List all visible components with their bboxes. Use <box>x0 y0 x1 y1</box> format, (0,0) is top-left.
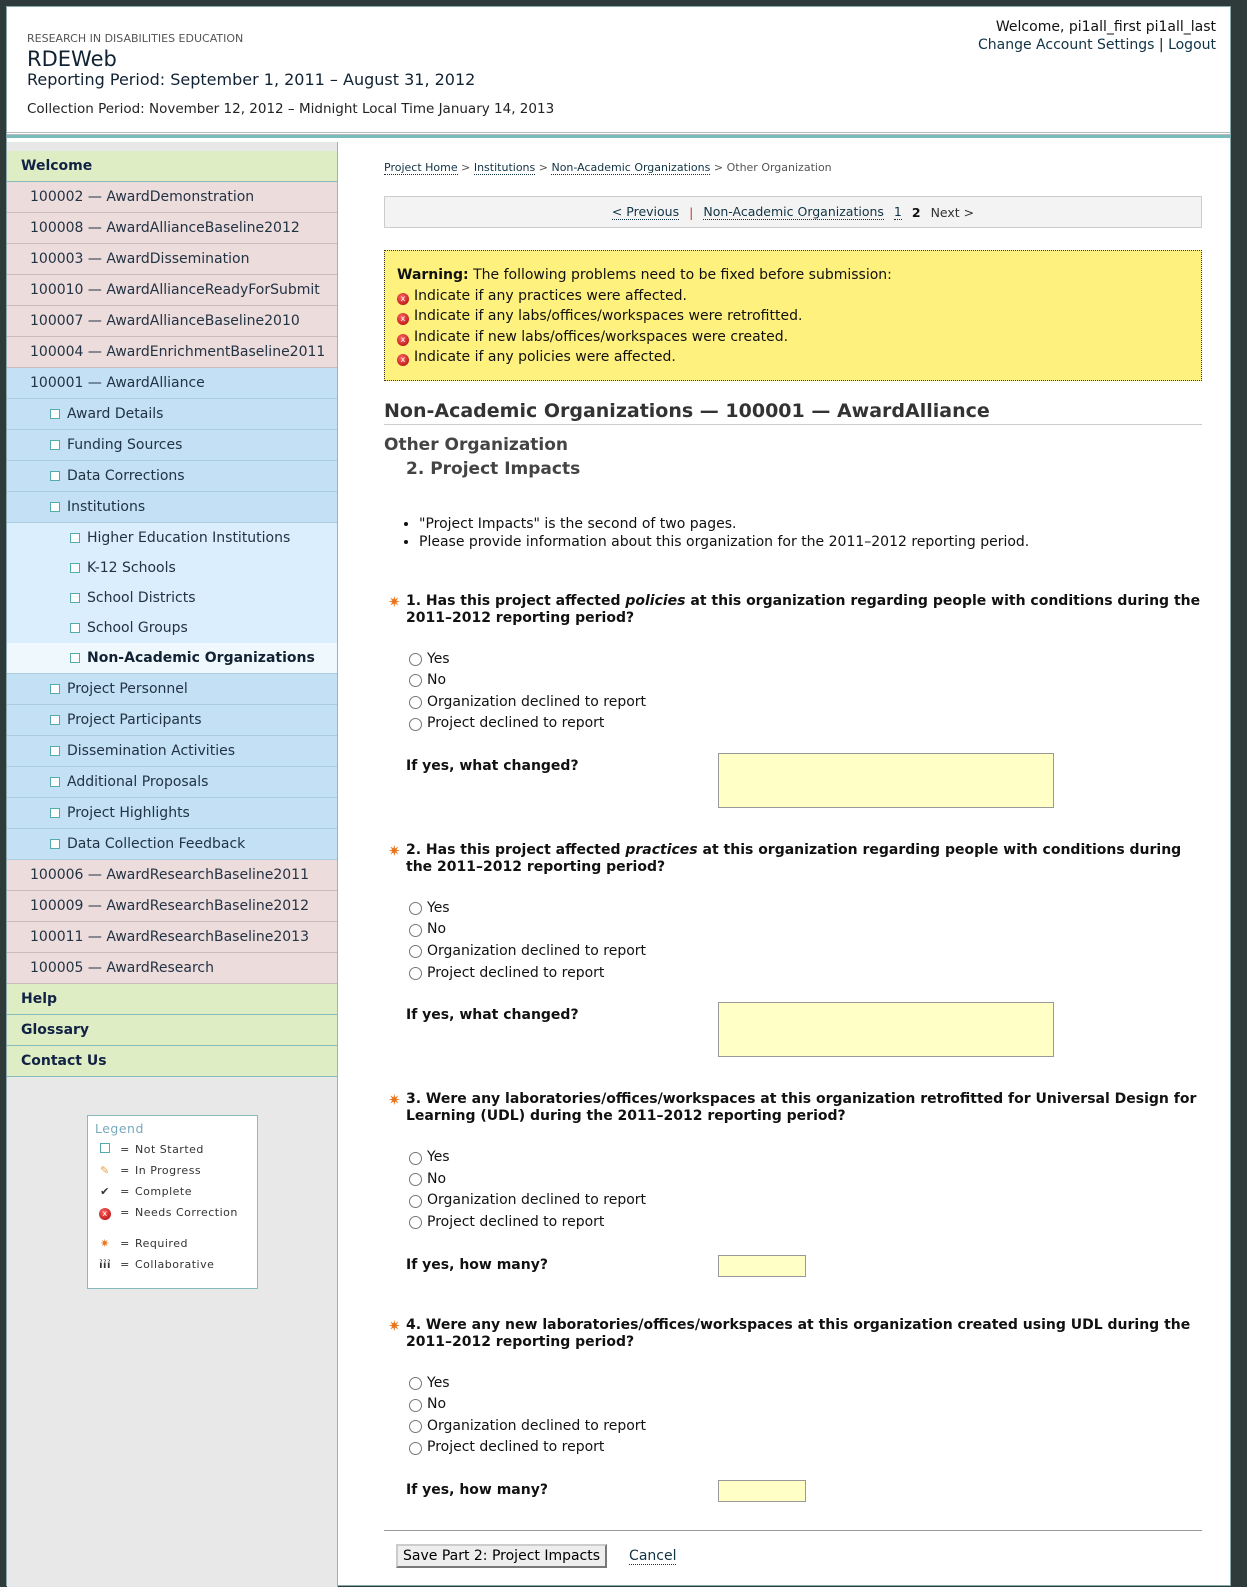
sidebar-item-label: Contact Us <box>21 1053 107 1069</box>
radio-button[interactable] <box>409 1195 422 1208</box>
option-label: Yes <box>427 1374 450 1391</box>
warning-item-text: Indicate if any labs/offices/workspaces were retrofitted. <box>414 308 803 324</box>
breadcrumb-project-home[interactable]: Project Home <box>384 161 458 174</box>
question-text: 1. Has this project affected policies at this organization regarding people with conditions during the 2011–2012 reporting period? <box>406 592 1201 626</box>
radio-option[interactable] <box>406 1437 1202 1459</box>
main-content <box>384 142 1202 1568</box>
radio-option[interactable] <box>406 1147 1202 1169</box>
option-label: Yes <box>427 650 450 667</box>
sidebar-item-welcome[interactable] <box>7 151 337 182</box>
warning-item <box>397 327 1189 348</box>
options <box>406 898 1202 984</box>
option-label: Organization declined to report <box>427 943 647 960</box>
sidebar-section-item[interactable] <box>7 705 337 736</box>
radio-option[interactable] <box>406 919 1202 941</box>
sidebar-award-item[interactable] <box>7 213 337 244</box>
how-many-input[interactable] <box>718 1255 806 1277</box>
page <box>6 6 1231 1586</box>
sidebar-section-item[interactable] <box>7 674 337 705</box>
option-label: No <box>427 1170 447 1187</box>
save-button[interactable]: Save Part 2: Project Impacts <box>396 1544 607 1568</box>
sidebar-item-label: School Districts <box>87 590 196 606</box>
question-text: 2. Has this project affected practices at this organization regarding people with conditions during the 2011–2012 reporting period? <box>406 841 1182 875</box>
how-many-input[interactable] <box>718 1480 806 1502</box>
warning-item-text: Indicate if new labs/offices/workspaces were created. <box>414 328 789 345</box>
radio-button[interactable] <box>409 1442 422 1455</box>
not-started-icon <box>50 715 60 725</box>
options <box>406 1373 1202 1459</box>
legend-title: Legend <box>95 1121 144 1136</box>
legend-label: Collaborative <box>135 1258 215 1271</box>
sidebar-item-label: 100006 — AwardResearchBaseline2011 <box>30 867 309 883</box>
radio-option[interactable] <box>406 713 1202 735</box>
header <box>7 7 1230 135</box>
error-icon: x <box>397 354 409 366</box>
part-title: 2. Project Impacts <box>406 458 581 479</box>
form-footer <box>384 1530 1202 1568</box>
collection-period: Collection Period: November 12, 2012 – Midnight Local Time January 14, 2013 <box>27 101 555 117</box>
asterisk-icon: ✷ <box>100 1237 110 1250</box>
option-label: No <box>427 1396 447 1413</box>
required-icon: ✷ <box>388 592 401 611</box>
follow-up-label: If yes, how many? <box>406 1482 548 1498</box>
not-started-icon <box>50 684 60 694</box>
breadcrumb-non-academic[interactable]: Non-Academic Organizations <box>551 161 711 174</box>
option-label: Organization declined to report <box>427 1192 647 1209</box>
sidebar-item-label: Dissemination Activities <box>67 743 235 759</box>
next-link[interactable]: Next > <box>930 204 975 220</box>
radio-button[interactable] <box>409 718 422 731</box>
cancel-link[interactable]: Cancel <box>629 1547 677 1564</box>
pencil-icon: ✎ <box>100 1164 110 1177</box>
what-changed-textarea[interactable] <box>718 753 1054 808</box>
error-icon: x <box>397 293 409 305</box>
not-started-icon <box>50 839 60 849</box>
sidebar-item-label: Non-Academic Organizations <box>87 650 315 666</box>
equals: = <box>120 1237 130 1250</box>
sidebar-item-label: 100010 — AwardAllianceReadyForSubmit <box>30 282 320 298</box>
follow-up-label: If yes, what changed? <box>406 757 579 774</box>
pager <box>384 196 1202 228</box>
previous-link[interactable]: < Previous <box>611 204 680 219</box>
app-title: RDEWeb <box>27 47 117 71</box>
follow-up <box>406 1252 1202 1277</box>
sidebar-item-label: 100002 — AwardDemonstration <box>30 189 255 205</box>
required-icon: ✷ <box>388 1316 401 1335</box>
equals: = <box>120 1164 130 1177</box>
sidebar-item-label: Funding Sources <box>67 437 183 453</box>
warning-text: The following problems need to be fixed before submission: <box>468 267 892 283</box>
sidebar-institution-item[interactable] <box>7 613 337 643</box>
sidebar-award-item[interactable] <box>7 275 337 306</box>
warning-item <box>397 306 1189 327</box>
radio-option[interactable] <box>406 649 1202 671</box>
radio-button[interactable] <box>409 653 422 666</box>
page-title: Non-Academic Organizations — 100001 — AwardAlliance <box>384 400 1202 425</box>
radio-option[interactable] <box>406 1169 1202 1191</box>
note: • Please provide information about this organization for the 2011–2012 reporting period. <box>419 533 1202 551</box>
account-area <box>978 18 1216 54</box>
sidebar-award-item[interactable] <box>7 244 337 275</box>
option-label: Organization declined to report <box>427 693 647 710</box>
sidebar-section-item[interactable] <box>7 461 337 492</box>
sidebar-award-item[interactable] <box>7 922 337 953</box>
not-started-icon <box>70 533 80 543</box>
equals: = <box>120 1143 130 1156</box>
sidebar-item-label: Project Personnel <box>67 681 188 697</box>
breadcrumb-institutions[interactable]: Institutions <box>473 161 536 174</box>
not-started-icon <box>70 653 80 663</box>
sidebar-item-label: K-12 Schools <box>87 560 176 576</box>
sidebar-item-label: 100009 — AwardResearchBaseline2012 <box>30 898 309 914</box>
sidebar-section-item[interactable] <box>7 430 337 461</box>
sidebar-award-item[interactable] <box>7 860 337 891</box>
question-3 <box>384 1091 1202 1276</box>
radio-button[interactable] <box>409 1173 422 1186</box>
legend-label: In Progress <box>135 1164 202 1177</box>
warning-item <box>397 347 1189 368</box>
question-text: 4. Were any new laboratories/offices/workspaces at this organization created using UDL during the 2011–2012 reporting period? <box>406 1316 1191 1350</box>
option-label: No <box>427 672 447 689</box>
sidebar-award-item[interactable] <box>7 953 337 984</box>
follow-up-label: If yes, how many? <box>406 1256 548 1273</box>
sidebar-section-item[interactable] <box>7 399 337 430</box>
sidebar-item-label: Higher Education Institutions <box>87 530 291 546</box>
separator: | <box>689 204 694 220</box>
legend-label: Required <box>135 1237 188 1250</box>
sidebar-item-label: Additional Proposals <box>67 774 209 790</box>
radio-button[interactable] <box>409 1377 422 1390</box>
org-name: RESEARCH IN DISABILITIES EDUCATION <box>27 32 244 45</box>
note: • "Project Impacts" is the second of two pages. <box>419 515 1202 533</box>
what-changed-textarea[interactable] <box>718 1002 1054 1057</box>
warning-box <box>384 250 1202 381</box>
radio-button[interactable] <box>409 1399 422 1412</box>
not-started-icon <box>50 440 60 450</box>
legend-item <box>95 1160 250 1181</box>
sidebar-award-item[interactable] <box>7 337 337 368</box>
sidebar-item-label: 100003 — AwardDissemination <box>30 251 250 267</box>
welcome-text: Welcome, pi1all_first pi1all_last <box>995 19 1216 35</box>
radio-option[interactable] <box>406 941 1202 963</box>
follow-up <box>406 753 1202 808</box>
sidebar-item-label: 100007 — AwardAllianceBaseline2010 <box>30 313 300 329</box>
radio-button[interactable] <box>409 902 422 915</box>
not-started-icon <box>70 623 80 633</box>
radio-button[interactable] <box>409 924 422 937</box>
radio-option[interactable] <box>406 1190 1202 1212</box>
sidebar <box>7 142 338 1587</box>
radio-option[interactable] <box>406 1416 1202 1438</box>
question-1 <box>384 593 1202 808</box>
not-started-icon <box>70 593 80 603</box>
warning-label: Warning: <box>397 267 469 283</box>
account-settings-link[interactable]: Change Account Settings <box>977 37 1155 53</box>
radio-option[interactable] <box>406 1373 1202 1395</box>
separator: | <box>1158 37 1164 53</box>
question-4 <box>384 1317 1202 1502</box>
warning-item <box>397 286 1189 307</box>
not-started-icon <box>50 777 60 787</box>
sidebar-item-label: 100005 — AwardResearch <box>30 960 214 976</box>
radio-button[interactable] <box>409 1420 422 1433</box>
people-icon: ỉỉỉ <box>99 1260 111 1271</box>
sidebar-item-help[interactable] <box>7 984 337 1015</box>
current-page: 2 <box>911 204 921 220</box>
section-link[interactable]: Non-Academic Organizations <box>703 204 884 219</box>
required-icon: ✷ <box>388 841 401 860</box>
not-started-icon <box>50 471 60 481</box>
warning-item-text: Indicate if any practices were affected. <box>414 287 687 304</box>
question-text: 3. Were any laboratories/offices/workspaces at this organization retrofitted for Universal Design for Learning (UDL) during the 2011–2012 reporting period? <box>406 1091 1197 1125</box>
warning-item-text: Indicate if any policies were affected. <box>414 349 676 365</box>
radio-button[interactable] <box>409 967 422 980</box>
not-started-icon <box>50 409 60 419</box>
sidebar-item-label: Data Collection Feedback <box>67 836 246 852</box>
sidebar-item-label: 100001 — AwardAlliance <box>30 375 205 391</box>
radio-option[interactable] <box>406 1212 1202 1234</box>
question-2 <box>384 842 1202 1057</box>
radio-option[interactable] <box>406 692 1202 714</box>
organization-title: Other Organization <box>384 434 569 455</box>
sidebar-section-item[interactable] <box>7 829 337 860</box>
sidebar-award-item[interactable] <box>7 182 337 213</box>
error-icon: x <box>95 1205 115 1220</box>
option-label: Project declined to report <box>427 1439 605 1456</box>
not-started-icon <box>50 746 60 756</box>
legend-item <box>95 1254 250 1275</box>
options <box>406 1147 1202 1233</box>
square-icon <box>95 1143 115 1156</box>
radio-button[interactable] <box>409 696 422 709</box>
breadcrumb: Project Home > Institutions > Non-Academic Organizations > Other Organization <box>384 161 832 174</box>
sidebar-section-item[interactable] <box>7 798 337 829</box>
breadcrumb-current: Other Organization <box>726 161 832 174</box>
sidebar-item-label: Data Corrections <box>67 468 185 484</box>
sidebar-item-non-academic-organizations[interactable] <box>7 643 337 674</box>
options <box>406 649 1202 735</box>
page-1-link[interactable]: 1 <box>893 204 902 219</box>
follow-up <box>406 1002 1202 1057</box>
sidebar-item-label: Project Participants <box>67 712 202 728</box>
option-label: Organization declined to report <box>427 1417 647 1434</box>
sidebar-item-label: 100011 — AwardResearchBaseline2013 <box>30 929 309 945</box>
sidebar-institution-item[interactable] <box>7 553 337 583</box>
sidebar-section-item[interactable] <box>7 767 337 798</box>
sidebar-institution-item[interactable] <box>7 523 337 553</box>
option-label: Project declined to report <box>427 1214 605 1231</box>
follow-up-label: If yes, what changed? <box>406 1007 579 1024</box>
error-icon: x <box>397 313 409 325</box>
notes-list <box>419 515 1202 551</box>
divider <box>7 135 1230 138</box>
reporting-period: Reporting Period: September 1, 2011 – August 31, 2012 <box>27 70 476 89</box>
sidebar-item-label: Welcome <box>21 158 93 174</box>
legend-label: Complete <box>135 1185 193 1198</box>
legend-item <box>95 1181 250 1202</box>
sidebar-award-item[interactable] <box>7 891 337 922</box>
radio-button[interactable] <box>409 1152 422 1165</box>
radio-button[interactable] <box>409 945 422 958</box>
sidebar-item-glossary[interactable] <box>7 1015 337 1046</box>
sidebar-item-label: Project Highlights <box>67 805 190 821</box>
legend <box>87 1115 258 1289</box>
option-label: Yes <box>427 1149 450 1166</box>
radio-button[interactable] <box>409 1216 422 1229</box>
option-label: Project declined to report <box>427 715 605 732</box>
option-label: No <box>427 921 447 938</box>
legend-item <box>95 1139 250 1160</box>
sidebar-item-label: Institutions <box>67 499 146 515</box>
sidebar-item-label: School Groups <box>87 620 188 636</box>
equals: = <box>120 1206 130 1219</box>
radio-option[interactable] <box>406 898 1202 920</box>
error-icon: x <box>397 334 409 346</box>
not-started-icon <box>70 563 80 573</box>
equals: = <box>120 1185 130 1198</box>
not-started-icon <box>50 502 60 512</box>
option-label: Project declined to report <box>427 964 605 981</box>
sidebar-item-label: 100008 — AwardAllianceBaseline2012 <box>30 220 300 236</box>
sidebar-item-label: Glossary <box>21 1022 90 1038</box>
required-icon: ✷ <box>388 1091 401 1110</box>
checkmark-icon: ✔ <box>100 1185 110 1198</box>
follow-up <box>406 1477 1202 1502</box>
equals: = <box>120 1258 130 1271</box>
radio-option[interactable] <box>406 670 1202 692</box>
sidebar-section-item[interactable] <box>7 736 337 767</box>
radio-option[interactable] <box>406 1394 1202 1416</box>
sidebar-institution-item[interactable] <box>7 583 337 613</box>
radio-button[interactable] <box>409 674 422 687</box>
legend-label: Needs Correction <box>135 1206 238 1219</box>
sidebar-item-label: Award Details <box>67 406 164 422</box>
legend-label: Not Started <box>135 1143 204 1156</box>
option-label: Yes <box>427 899 450 916</box>
legend-item <box>95 1202 250 1223</box>
sidebar-item-label: 100004 — AwardEnrichmentBaseline2011 <box>30 344 326 360</box>
not-started-icon <box>50 808 60 818</box>
sidebar-section-item[interactable] <box>7 492 337 523</box>
logout-link[interactable]: Logout <box>1168 37 1216 53</box>
sidebar-item-label: Help <box>21 991 58 1007</box>
sidebar-current-award[interactable] <box>7 368 337 399</box>
legend-item <box>95 1233 250 1254</box>
radio-option[interactable] <box>406 963 1202 985</box>
sidebar-award-item[interactable] <box>7 306 337 337</box>
sidebar-item-contact-us[interactable] <box>7 1046 337 1077</box>
